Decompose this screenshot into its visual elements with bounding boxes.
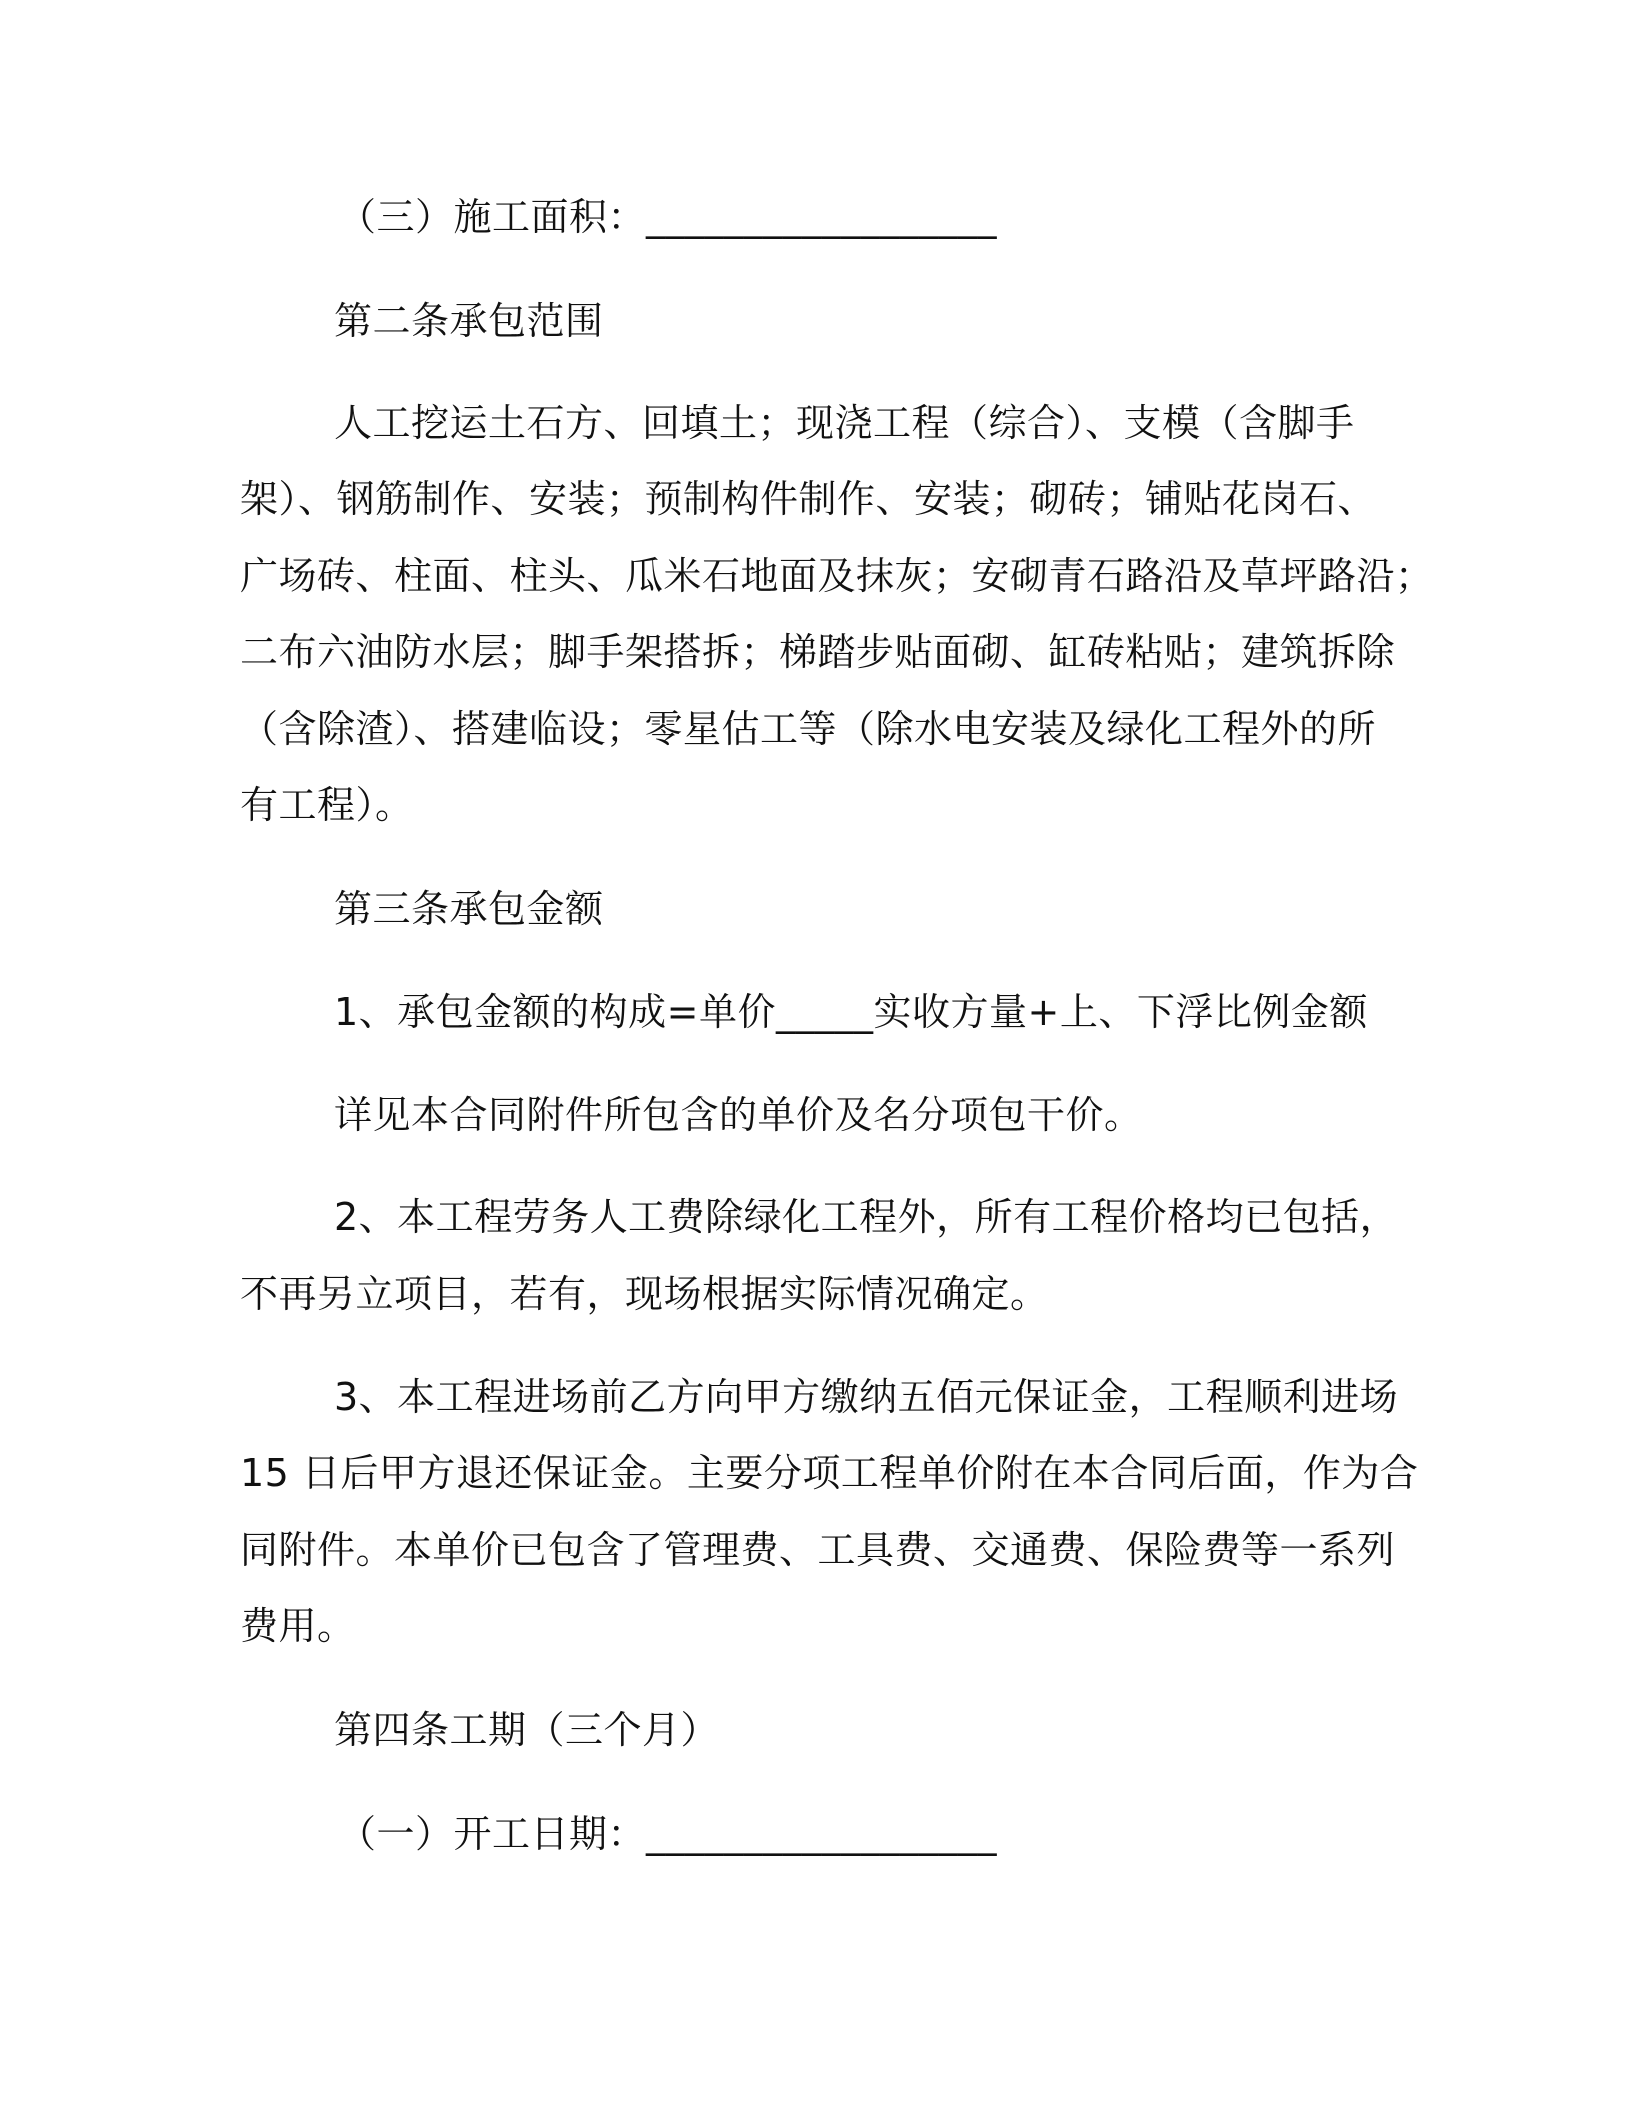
construction-area-line: （三）施工面积：__________________ <box>338 195 998 239</box>
article-3-heading: 第三条承包金额 <box>334 887 604 931</box>
amount-clause-3-line-1: 3、本工程进场前乙方向甲方缴纳五佰元保证金，工程顺利进场 <box>334 1375 1399 1419</box>
amount-clause-1: 1、承包金额的构成=单价_____实收方量+上、下浮比例金额 <box>334 990 1368 1034</box>
article-4-heading: 第四条工期（三个月） <box>334 1708 720 1752</box>
start-date-line: （一）开工日期：__________________ <box>338 1812 998 1856</box>
amount-clause-2-line-2: 不再另立项目，若有，现场根据实际情况确定。 <box>240 1272 1049 1316</box>
scope-text-line-6: 有工程）。 <box>240 783 414 827</box>
amount-clause-2-line-1: 2、本工程劳务人工费除绿化工程外，所有工程价格均已包括， <box>334 1195 1399 1239</box>
amount-clause-1-detail: 详见本合同附件所包含的单价及名分项包干价。 <box>334 1093 1143 1137</box>
scope-text-line-4: 二布六油防水层；脚手架搭拆；梯踏步贴面砌、缸砖粘贴；建筑拆除 <box>240 630 1396 674</box>
article-2-heading: 第二条承包范围 <box>334 299 604 343</box>
amount-clause-3-line-2: 15 日后甲方退还保证金。主要分项工程单价附在本合同后面，作为合 <box>240 1451 1419 1495</box>
amount-clause-3-line-4: 费用。 <box>240 1604 356 1648</box>
amount-clause-3-line-3: 同附件。本单价已包含了管理费、工具费、交通费、保险费等一系列 <box>240 1528 1396 1572</box>
scope-text-line-5: （含除渣）、搭建临设；零星估工等（除水电安装及绿化工程外的所 <box>240 707 1377 751</box>
scope-text-line-1: 人工挖运土石方、回填土；现浇工程（综合）、支模（含脚手 <box>334 401 1355 445</box>
scope-text-line-2: 架）、钢筋制作、安装；预制构件制作、安装；砌砖；铺贴花岗石、 <box>240 477 1377 521</box>
scope-text-line-3: 广场砖、柱面、柱头、瓜米石地面及抹灰；安砌青石路沿及草坪路沿； <box>240 554 1434 598</box>
